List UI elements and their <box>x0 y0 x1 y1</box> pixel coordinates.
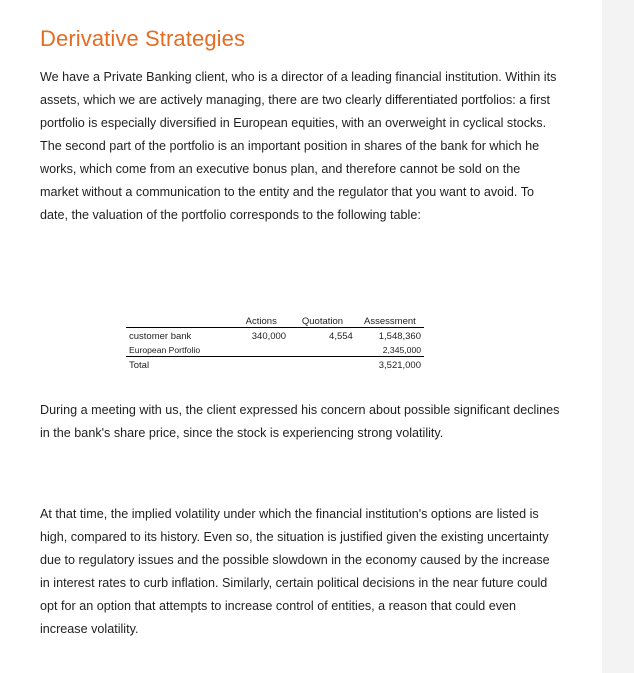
header-label <box>126 314 233 328</box>
portfolio-valuation-table <box>126 314 424 371</box>
row-actions <box>233 342 289 357</box>
header-actions: Actions <box>245 315 277 327</box>
row-quotation <box>289 357 356 372</box>
row-assessment: 2,345,000 <box>356 342 424 357</box>
header-assessment: Assessment <box>364 315 416 327</box>
row-assessment: 1,548,360 <box>378 330 421 342</box>
page-title: Derivative Strategies <box>40 26 246 51</box>
header-quotation: Quotation <box>301 315 344 327</box>
row-quotation: 4,554 <box>329 330 353 342</box>
row-label: customer bank <box>129 330 192 342</box>
table-header-row <box>126 314 424 328</box>
intro-paragraph: We have a Private Banking client, who is a director of a leading financial institution. Within its assets, which we are actively managing, there are two clearly differentiated portfolios: a first portfolio is especially diversified in European equities, with an overweight in cyclical stocks. The second part of the portfolio is an important position in shares of the bank for which he works, which come from an executive bonus plan, and therefore cannot be sold on the market without a communication to the entity and the regulator that you want to avoid. To date, the valuation of the portfolio corresponds to the following table: <box>40 70 557 222</box>
row-label: Total <box>129 359 150 371</box>
concern-paragraph: During a meeting with us, the client expressed his concern about possible significant declines in the bank's share price, since the stock is experiencing strong volatility. <box>40 403 560 440</box>
side-scroll-rail <box>602 0 634 673</box>
row-assessment: 3,521,000 <box>378 359 421 371</box>
row-actions <box>233 357 289 372</box>
row-label: European Portfolio <box>126 342 233 357</box>
table-row <box>126 357 424 372</box>
table-row <box>126 328 424 343</box>
row-quotation <box>289 342 356 357</box>
volatility-paragraph: At that time, the implied volatility under which the financial institution's options are listed is high, compared to its history. Even so, the situation is justified given the existing uncertainty due to regulatory issues and the possible slowdown in the economy caused by the increase in interest rates to curb inflation. Similarly, certain political decisions in the near future could opt for an option that attempts to increase control of entities, a reason that could even increase volatility. <box>40 507 550 636</box>
row-actions: 340,000 <box>251 330 287 342</box>
table-row <box>126 342 424 357</box>
